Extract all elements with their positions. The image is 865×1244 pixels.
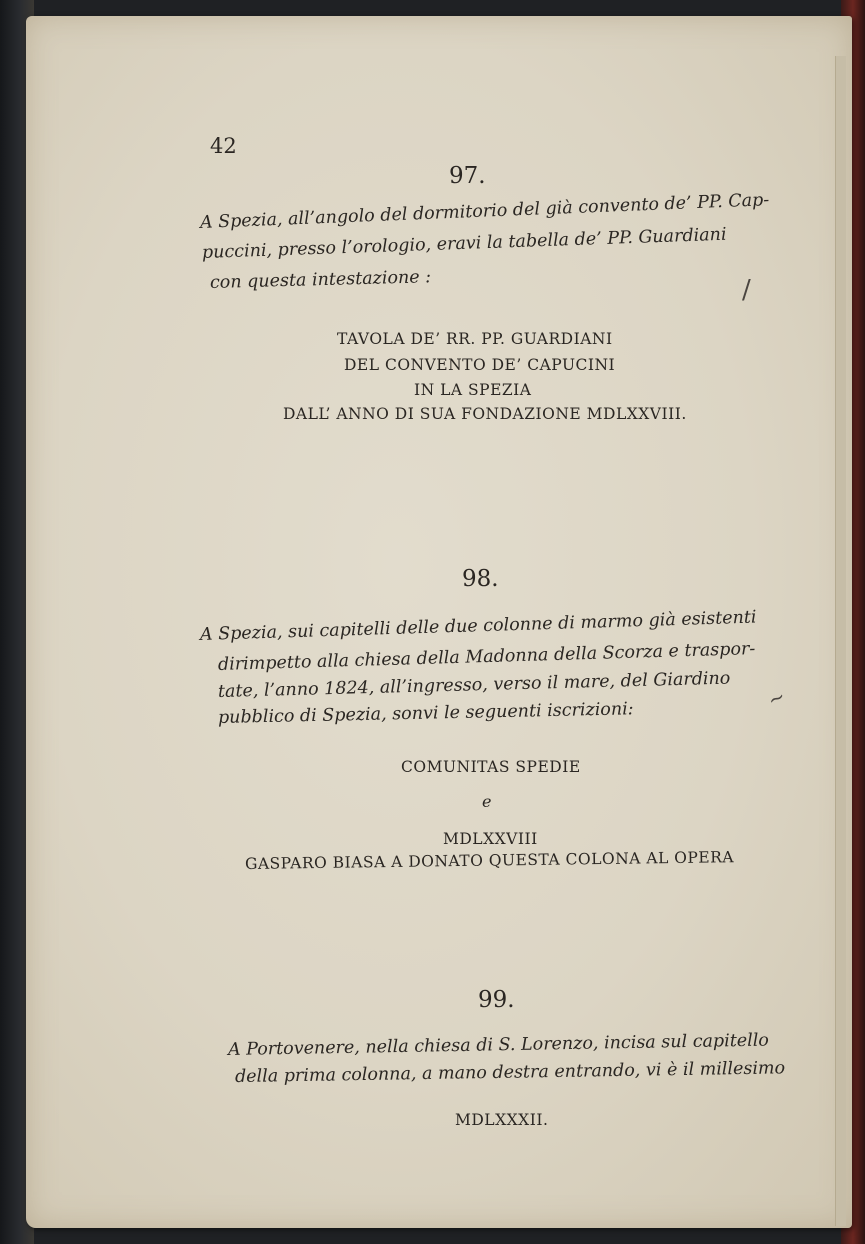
inscription-line: MDLXXVIII — [443, 830, 538, 848]
page-number: 42 — [210, 134, 237, 158]
entry-text-line: con questa intestazione : — [209, 267, 432, 293]
entry-text-line: pubblico di Spezia, sonvi le seguenti iscrizioni: — [217, 699, 634, 728]
entry-text-line: dirimpetto alla chiesa della Madonna della Scorza e traspor- — [217, 639, 756, 675]
entry-number: 99. — [478, 987, 515, 1013]
inscription-line: GASPARO BIASA A DONATO QUESTA COLONA AL OPERA — [244, 848, 735, 873]
inscription-line: DALL’ ANNO DI SUA FONDAZIONE MDLXXVIII. — [283, 405, 687, 423]
inscription-line: MDLXXXII. — [455, 1111, 549, 1129]
inscription-line: IN LA SPEZIA — [414, 381, 532, 399]
inscription-line: e — [482, 792, 492, 811]
pencil-mark: ~ — [763, 683, 790, 713]
entry-text-line: A Portovenere, nella chiesa di S. Lorenzo, incisa sul capitello — [227, 1030, 770, 1060]
entry-number: 97. — [449, 163, 486, 189]
inscription-line: DEL CONVENTO DE’ CAPUCINI — [344, 356, 616, 374]
inscription-line: COMUNITAS SPEDIE — [401, 758, 581, 776]
entry-text-line: A Spezia, sui capitelli delle due colonne di marmo già esistenti — [199, 607, 757, 645]
inscription-line: TAVOLA DE’ RR. PP. GUARDIANI — [337, 330, 613, 348]
pencil-mark: / — [742, 275, 751, 305]
entry-text-line: tate, l’anno 1824, all’ingresso, verso il mare, del Giardino — [217, 668, 731, 702]
entry-number: 98. — [462, 566, 499, 592]
entry-text-line: A Spezia, all’angolo del dormitorio del già convento de’ PP. Cap- — [199, 190, 770, 233]
entry-text-line: della prima colonna, a mano destra entrando, vi è il millesimo — [234, 1058, 786, 1087]
entry-text-line: puccini, presso l’orologio, eravi la tabella de’ PP. Guardiani — [201, 224, 727, 263]
page-edge — [835, 56, 846, 1226]
